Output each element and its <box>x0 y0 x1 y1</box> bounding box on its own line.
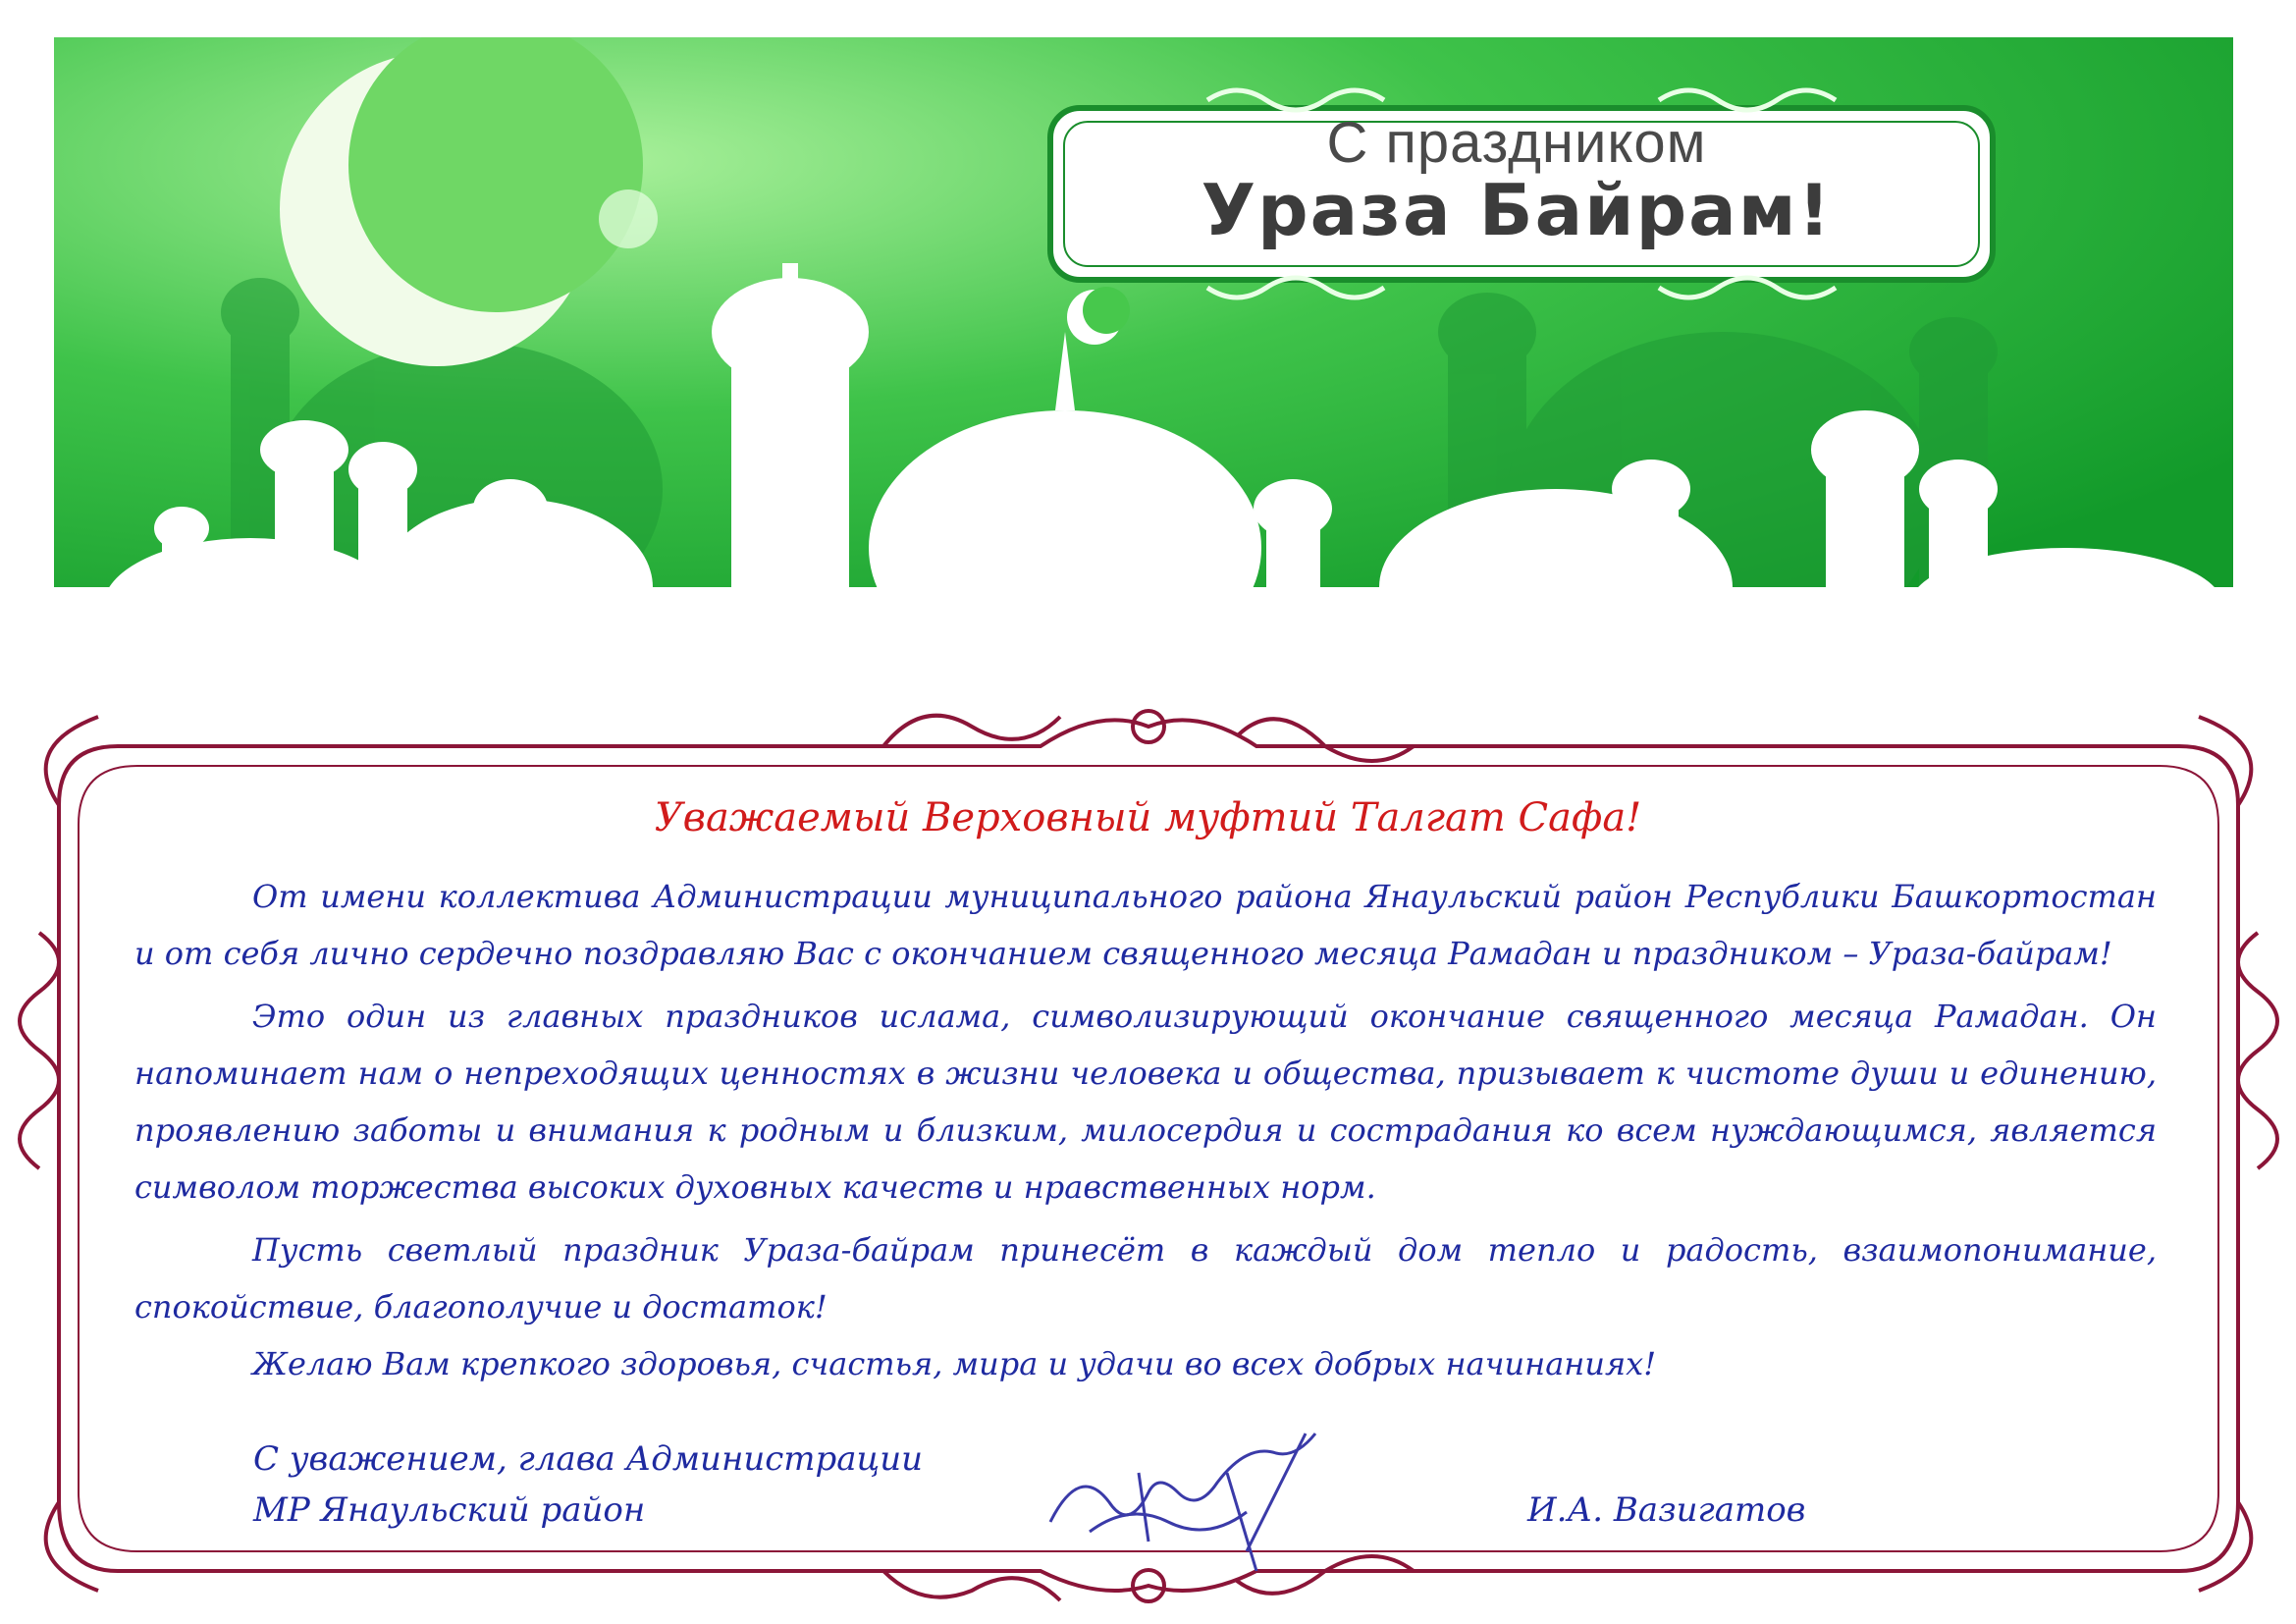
greeting-line-1: С праздником <box>1326 111 1707 175</box>
letter-title: Уважаемый Верховный муфтий Талгат Сафа! <box>654 795 1642 840</box>
signatory-name: И.А. Вазигатов <box>1527 1490 1806 1530</box>
letter-paragraph-1: От имени коллектива Администрации муниципального района Янаульский район Республики Башкортостан и от себя лично сердечно поздравляю Вас с окончанием священного месяца Рамадан и праздником – Ураза-байрам! <box>134 878 2157 972</box>
letter-paragraph-3: Пусть светлый праздник Ураза-байрам принесёт в каждый дом тепло и радость, взаимопонимание, спокойствие, благополучие и достаток! <box>134 1231 2157 1326</box>
letter-paragraph-4: Желаю Вам крепкого здоровья, счастья, мира и удачи во всех добрых начинаниях! <box>252 1345 1657 1382</box>
handwritten-signature <box>1031 1414 1364 1571</box>
signature-line-2: МР Янаульский район <box>253 1490 646 1530</box>
signature-line-1: С уважением, глава Администрации <box>253 1439 924 1479</box>
greeting-line-2: Ураза Байрам! <box>1201 169 1833 251</box>
letter-paragraph-2: Это один из главных праздников ислама, символизирующий окончание священного месяца Рамадан. Он напоминает нам о непреходящих ценностях в жизни человека и общества, призывает к чистоте души и единению, проявлению заботы и внимания к родным и близким, милосердия и сострадания ко всем нуждающимся, является символом торжества высоких духовных качеств и нравственных норм. <box>134 998 2157 1206</box>
